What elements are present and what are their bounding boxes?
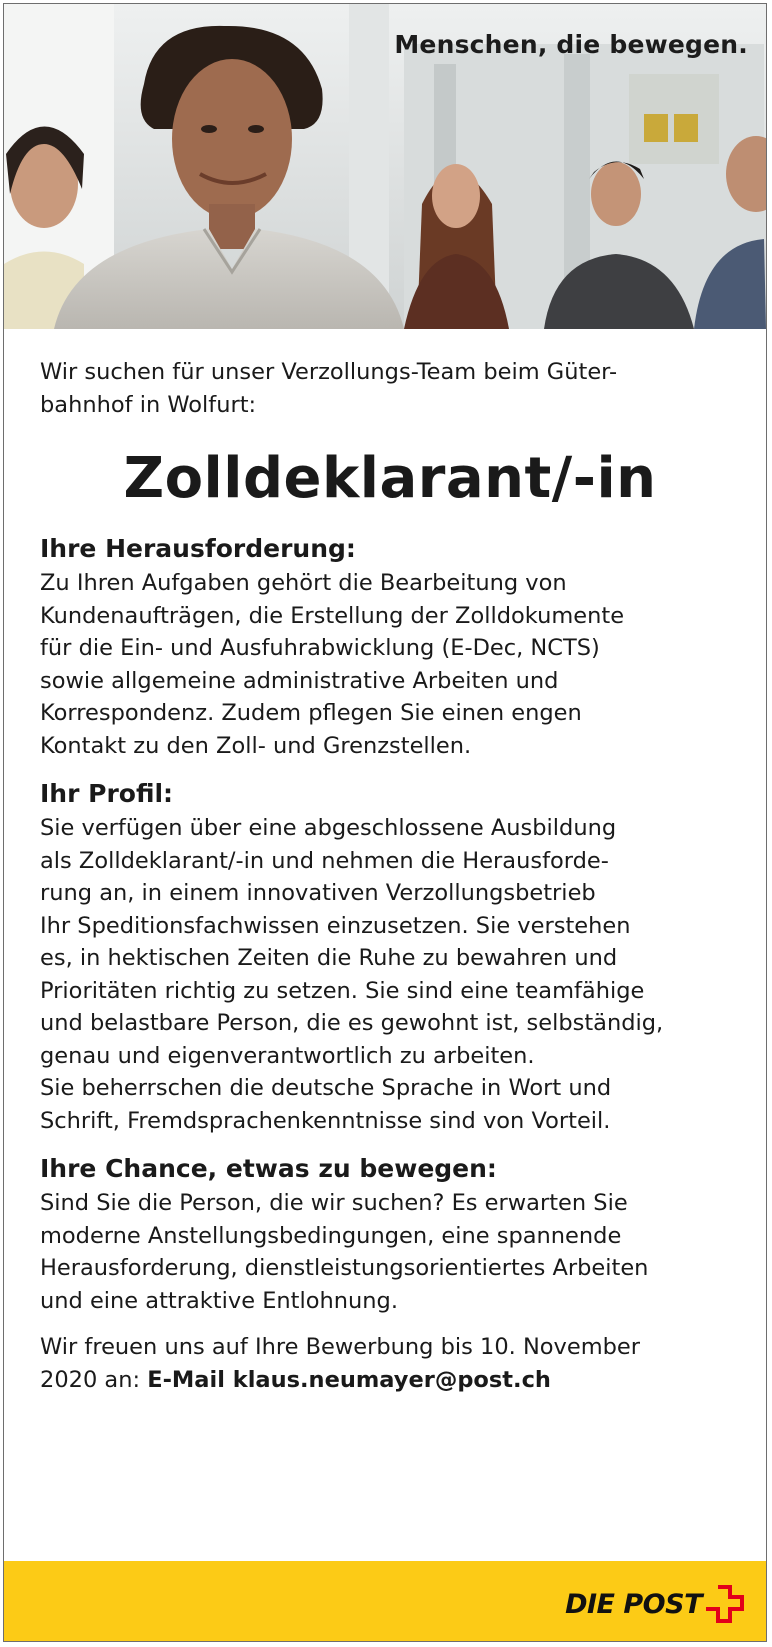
section-heading: Ihr Profil:	[40, 779, 174, 808]
post-logo	[565, 1585, 744, 1623]
section-text: Sie verfügen über eine abgeschlossene Ausbildung als Zolldeklarant/-in und nehmen die Herausforde- rung an, in einem innovativen Verzollungsbetrieb Ihr Speditionsfachwissen einzusetzen. Sie verstehen es, in hektischen Zeiten die Ruhe zu bewahren und Prioritäten richtig zu setzen. Sie sind eine teamfähige und belastbare Person, die es gewohnt ist, selbständig, genau und eigenverantwortlich zu arbeiten. Sie beherrschen die deutsche Sprache in Wort und Schrift, Fremdsprachenkenntnisse sind von Vorteil.	[40, 815, 664, 1134]
section-text: Sind Sie die Person, die wir suchen? Es erwarten Sie moderne Anstellungsbedingungen, eine spannende Herausforderung, dienstleistungsorientiertes Arbeiten und eine attraktive Entlohnung.	[40, 1190, 649, 1314]
slogan: Menschen, die bewegen.	[394, 30, 748, 59]
closing-text	[40, 1331, 740, 1396]
section-challenge	[40, 531, 740, 762]
footer-bar	[4, 1561, 766, 1641]
ad-content	[40, 356, 740, 1396]
job-title: Zolldeklarant/-in	[123, 446, 657, 511]
logo-text: DIE POST	[565, 1588, 702, 1620]
closing-sentence: Wir freuen uns auf Ihre Bewerbung bis 10. November 2020 an:	[40, 1334, 641, 1393]
section-heading: Ihre Herausforderung:	[40, 534, 356, 563]
swiss-cross-icon	[704, 1585, 744, 1623]
section-profile	[40, 776, 740, 1137]
intro-text: Wir suchen für unser Verzollungs-Team beim Güter- bahnhof in Wolfurt:	[40, 359, 618, 418]
contact-email[interactable]: E-Mail klaus.neumayer@post.ch	[147, 1366, 551, 1393]
hero-photo	[4, 4, 766, 329]
section-chance	[40, 1151, 740, 1317]
job-ad	[3, 3, 767, 1642]
section-text: Zu Ihren Aufgaben gehört die Bearbeitung von Kundenaufträgen, die Erstellung der Zolldokumente für die Ein- und Ausfuhrabwicklung (E-Dec, NCTS) sowie allgemeine administrative Arbeiten und Korrespondenz. Zudem pflegen Sie einen engen Kontakt zu den Zoll- und Grenzstellen.	[40, 570, 625, 759]
section-heading: Ihre Chance, etwas zu bewegen:	[40, 1154, 497, 1183]
